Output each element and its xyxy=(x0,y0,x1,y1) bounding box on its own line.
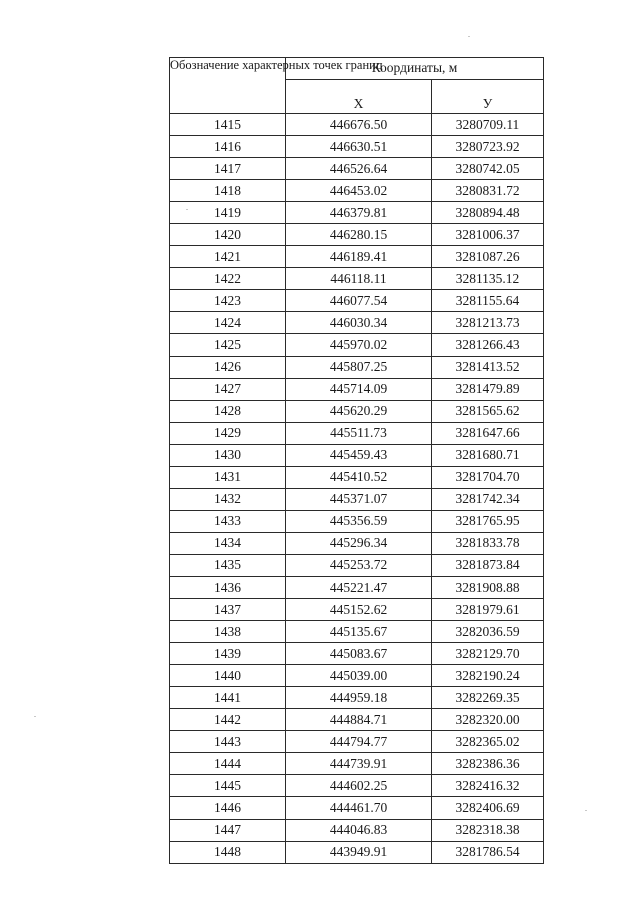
x-coordinate-cell: 446118.11 xyxy=(286,268,432,290)
point-id-cell: 1437 xyxy=(170,599,286,621)
x-coordinate-cell: 445083.67 xyxy=(286,643,432,665)
x-coordinate-cell: 445356.59 xyxy=(286,510,432,532)
table-row xyxy=(170,400,544,422)
point-id-cell: 1439 xyxy=(170,643,286,665)
point-id-cell: 1431 xyxy=(170,466,286,488)
table-row xyxy=(170,775,544,797)
point-id-cell: 1428 xyxy=(170,400,286,422)
y-coordinate-cell: 3282318.38 xyxy=(432,819,544,841)
x-coordinate-cell: 445296.34 xyxy=(286,532,432,554)
y-coordinate-cell: 3281479.89 xyxy=(432,378,544,400)
point-id-cell: 1432 xyxy=(170,488,286,510)
point-id-cell: 1423 xyxy=(170,290,286,312)
table-row xyxy=(170,422,544,444)
point-id-cell: 1424 xyxy=(170,312,286,334)
table-row xyxy=(170,532,544,554)
table-row xyxy=(170,643,544,665)
point-id-cell: 1416 xyxy=(170,136,286,158)
point-id-cell: 1443 xyxy=(170,731,286,753)
point-id-cell: 1447 xyxy=(170,819,286,841)
y-coordinate-cell: 3281087.26 xyxy=(432,246,544,268)
y-coordinate-cell: 3282269.35 xyxy=(432,687,544,709)
table-row xyxy=(170,621,544,643)
point-id-cell: 1435 xyxy=(170,554,286,576)
y-coordinate-cell: 3281833.78 xyxy=(432,532,544,554)
y-coordinate-cell: 3281873.84 xyxy=(432,554,544,576)
table-row xyxy=(170,356,544,378)
x-coordinate-cell: 445410.52 xyxy=(286,466,432,488)
point-id-cell: 1430 xyxy=(170,444,286,466)
table-row xyxy=(170,246,544,268)
point-id-cell: 1429 xyxy=(170,422,286,444)
point-id-cell: 1418 xyxy=(170,180,286,202)
table-row xyxy=(170,224,544,246)
x-coordinate-cell: 444602.25 xyxy=(286,775,432,797)
point-id-cell: 1422 xyxy=(170,268,286,290)
y-coordinate-cell: 3282365.02 xyxy=(432,731,544,753)
table-row xyxy=(170,687,544,709)
y-coordinate-cell: 3282386.36 xyxy=(432,753,544,775)
point-id-cell: 1446 xyxy=(170,797,286,819)
x-coordinate-cell: 446526.64 xyxy=(286,158,432,180)
point-id-cell: 1415 xyxy=(170,114,286,136)
y-coordinate-cell: 3282416.32 xyxy=(432,775,544,797)
x-coordinate-cell: 445620.29 xyxy=(286,400,432,422)
y-coordinate-cell: 3281704.70 xyxy=(432,466,544,488)
table-row xyxy=(170,510,544,532)
y-coordinate-cell: 3280831.72 xyxy=(432,180,544,202)
point-id-cell: 1420 xyxy=(170,224,286,246)
y-coordinate-cell: 3281786.54 xyxy=(432,841,544,863)
x-coordinate-cell: 446379.81 xyxy=(286,202,432,224)
point-id-cell: 1438 xyxy=(170,621,286,643)
point-id-cell: 1441 xyxy=(170,687,286,709)
table-row xyxy=(170,797,544,819)
x-coordinate-cell: 445807.25 xyxy=(286,356,432,378)
table-row xyxy=(170,466,544,488)
table-row xyxy=(170,378,544,400)
y-coordinate-cell: 3281213.73 xyxy=(432,312,544,334)
point-id-cell: 1440 xyxy=(170,665,286,687)
point-label-header: Обозначение характерных точек границ xyxy=(170,58,286,114)
x-coordinate-cell: 445511.73 xyxy=(286,422,432,444)
table-row xyxy=(170,268,544,290)
point-id-cell: 1442 xyxy=(170,709,286,731)
y-coordinate-cell: 3281155.64 xyxy=(432,290,544,312)
table-row xyxy=(170,819,544,841)
point-id-cell: 1419 xyxy=(170,202,286,224)
x-coordinate-cell: 446189.41 xyxy=(286,246,432,268)
coordinates-table xyxy=(169,57,544,864)
y-coordinate-cell: 3281765.95 xyxy=(432,510,544,532)
coordinates-header: Координаты, м xyxy=(286,58,544,80)
y-coordinate-cell: 3281266.43 xyxy=(432,334,544,356)
x-coordinate-cell: 445039.00 xyxy=(286,665,432,687)
x-coordinate-cell: 446280.15 xyxy=(286,224,432,246)
point-id-cell: 1425 xyxy=(170,334,286,356)
x-coordinate-cell: 446630.51 xyxy=(286,136,432,158)
x-coordinate-cell: 444739.91 xyxy=(286,753,432,775)
table-row xyxy=(170,334,544,356)
y-coordinate-cell: 3281413.52 xyxy=(432,356,544,378)
y-coordinate-cell: 3282190.24 xyxy=(432,665,544,687)
x-coordinate-cell: 445221.47 xyxy=(286,576,432,598)
point-id-cell: 1444 xyxy=(170,753,286,775)
table-row xyxy=(170,290,544,312)
y-coordinate-cell: 3280742.05 xyxy=(432,158,544,180)
x-coordinate-cell: 444884.71 xyxy=(286,709,432,731)
table-row xyxy=(170,136,544,158)
table-row xyxy=(170,731,544,753)
point-id-cell: 1427 xyxy=(170,378,286,400)
x-coordinate-cell: 446077.54 xyxy=(286,290,432,312)
point-id-cell: 1445 xyxy=(170,775,286,797)
point-id-cell: 1417 xyxy=(170,158,286,180)
x-column-header: X xyxy=(286,79,432,113)
y-coordinate-cell: 3281979.61 xyxy=(432,599,544,621)
table-row xyxy=(170,554,544,576)
x-coordinate-cell: 445253.72 xyxy=(286,554,432,576)
point-id-cell: 1448 xyxy=(170,841,286,863)
table-row xyxy=(170,202,544,224)
y-coordinate-cell: 3282129.70 xyxy=(432,643,544,665)
y-coordinate-cell: 3281565.62 xyxy=(432,400,544,422)
x-coordinate-cell: 444046.83 xyxy=(286,819,432,841)
x-coordinate-cell: 445714.09 xyxy=(286,378,432,400)
table-row xyxy=(170,180,544,202)
y-coordinate-cell: 3282036.59 xyxy=(432,621,544,643)
table-row xyxy=(170,312,544,334)
scan-speck xyxy=(585,810,587,811)
y-coordinate-cell: 3281742.34 xyxy=(432,488,544,510)
table-header xyxy=(170,58,544,114)
x-coordinate-cell: 445459.43 xyxy=(286,444,432,466)
x-coordinate-cell: 444959.18 xyxy=(286,687,432,709)
x-coordinate-cell: 443949.91 xyxy=(286,841,432,863)
y-coordinate-cell: 3281135.12 xyxy=(432,268,544,290)
scan-speck xyxy=(468,36,470,37)
x-coordinate-cell: 445970.02 xyxy=(286,334,432,356)
point-id-cell: 1433 xyxy=(170,510,286,532)
x-coordinate-cell: 446030.34 xyxy=(286,312,432,334)
y-coordinate-cell: 3280894.48 xyxy=(432,202,544,224)
x-coordinate-cell: 445135.67 xyxy=(286,621,432,643)
table-row xyxy=(170,709,544,731)
point-id-cell: 1436 xyxy=(170,576,286,598)
x-coordinate-cell: 444794.77 xyxy=(286,731,432,753)
x-coordinate-cell: 446676.50 xyxy=(286,114,432,136)
y-coordinate-cell: 3281908.88 xyxy=(432,576,544,598)
x-coordinate-cell: 444461.70 xyxy=(286,797,432,819)
y-coordinate-cell: 3282406.69 xyxy=(432,797,544,819)
y-column-header: У xyxy=(432,79,544,113)
table-row xyxy=(170,114,544,136)
table-row xyxy=(170,841,544,863)
y-coordinate-cell: 3282320.00 xyxy=(432,709,544,731)
table-row xyxy=(170,753,544,775)
table-row xyxy=(170,665,544,687)
y-coordinate-cell: 3281680.71 xyxy=(432,444,544,466)
table-row xyxy=(170,576,544,598)
y-coordinate-cell: 3281647.66 xyxy=(432,422,544,444)
x-coordinate-cell: 445152.62 xyxy=(286,599,432,621)
table-row xyxy=(170,488,544,510)
table-row xyxy=(170,444,544,466)
table-row xyxy=(170,158,544,180)
point-id-cell: 1426 xyxy=(170,356,286,378)
table-row xyxy=(170,599,544,621)
scan-speck xyxy=(34,716,36,717)
x-coordinate-cell: 445371.07 xyxy=(286,488,432,510)
y-coordinate-cell: 3280723.92 xyxy=(432,136,544,158)
point-id-cell: 1434 xyxy=(170,532,286,554)
x-coordinate-cell: 446453.02 xyxy=(286,180,432,202)
y-coordinate-cell: 3280709.11 xyxy=(432,114,544,136)
y-coordinate-cell: 3281006.37 xyxy=(432,224,544,246)
table-body xyxy=(170,114,544,864)
point-id-cell: 1421 xyxy=(170,246,286,268)
